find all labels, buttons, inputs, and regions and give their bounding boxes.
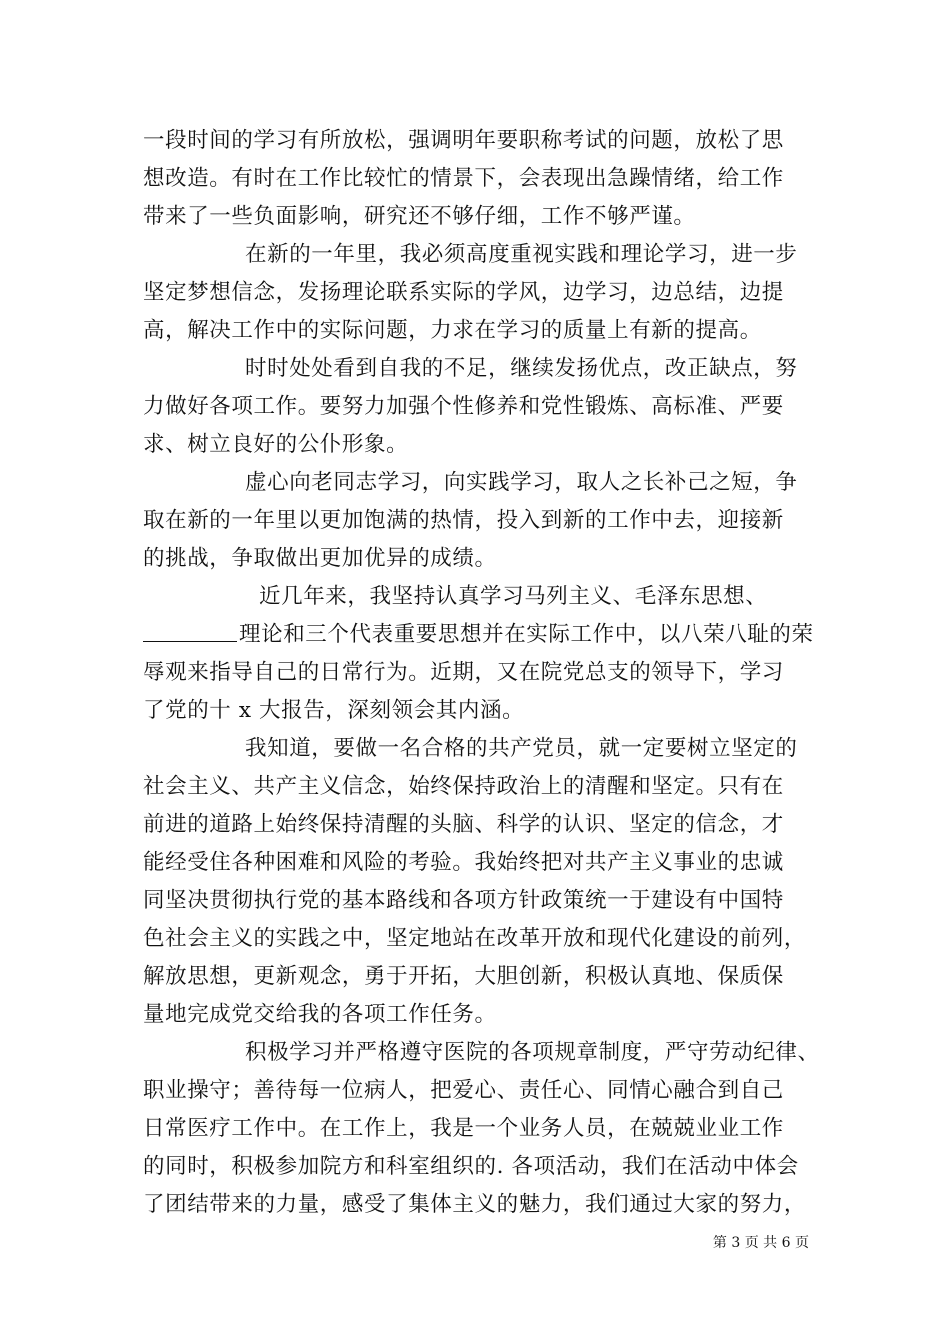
paragraph-start-line: 我知道，要做一名合格的共产党员，就一定要树立坚定的 xyxy=(245,736,798,761)
text-line: 能经受住各种困难和风险的考验。我始终把对共产主义事业的忠诚 xyxy=(143,850,784,875)
document-body xyxy=(143,122,820,1224)
text-line: 的同时，积极参加院方和科室组织的. 各项活动，我们在活动中体会 xyxy=(143,1154,799,1179)
text-line: 求、树立良好的公仆形象。 xyxy=(143,432,409,457)
text-line: 色社会主义的实践之中，坚定地站在改革开放和现代化建设的前列， xyxy=(143,926,807,951)
text-line: 日常医疗工作中。在工作上，我是一个业务人员，在兢兢业业工作 xyxy=(143,1116,784,1141)
text-line: 坚定梦想信念，发扬理论联系实际的学风，边学习，边总结，边提 xyxy=(143,280,784,305)
paragraph-start-line: 虚心向老同志学习，向实践学习，取人之长补己之短，争 xyxy=(245,470,798,495)
text-line: 职业操守；善待每一位病人，把爱心、责任心、同情心融合到自己 xyxy=(143,1078,784,1103)
text-line: 想改造。有时在工作比较忙的情景下，会表现出急躁情绪，给工作 xyxy=(143,166,784,191)
paragraph-start-line: 积极学习并严格遵守医院的各项规章制度，严守劳动纪律、 xyxy=(245,1040,820,1065)
fill-in-blank xyxy=(143,621,237,642)
text-line: 了团结带来的力量，感受了集体主义的魅力，我们通过大家的努力， xyxy=(143,1192,807,1217)
text-line-content: 理论和三个代表重要思想并在实际工作中，以八荣八耻的荣 xyxy=(239,622,814,647)
text-line: 带来了一些负面影响，研究还不够仔细，工作不够严谨。 xyxy=(143,204,696,229)
text-line: 高，解决工作中的实际问题，力求在学习的质量上有新的提高。 xyxy=(143,318,762,343)
paragraph-start-line: 时时处处看到自我的不足，继续发扬优点，改正缺点，努 xyxy=(245,356,798,381)
text-line: 力做好各项工作。要努力加强个性修养和党性锻炼、高标准、严要 xyxy=(143,394,784,419)
paragraph-start-line: 近几年来，我坚持认真学习马列主义、毛泽东思想、 xyxy=(259,584,768,609)
text-line: 同坚决贯彻执行党的基本路线和各项方针政策统一于建设有中国特 xyxy=(143,888,784,913)
text-line: 了党的十 x 大报告，深刻领会其内涵。 xyxy=(143,698,525,723)
page-number-footer: 第 3 页 共 6 页 xyxy=(712,1235,809,1251)
paragraph-start-line: 在新的一年里，我必须高度重视实践和理论学习，进一步 xyxy=(245,242,798,267)
text-line: 量地完成党交给我的各项工作任务。 xyxy=(143,1002,497,1027)
text-line: 一段时间的学习有所放松，强调明年要职称考试的问题，放松了思 xyxy=(143,128,784,153)
text-line: 社会主义、共产主义信念，始终保持政治上的清醒和坚定。只有在 xyxy=(143,774,784,799)
text-line-with-blank xyxy=(143,616,814,654)
text-line: 取在新的一年里以更加饱满的热情，投入到新的工作中去，迎接新 xyxy=(143,508,784,533)
text-line: 的挑战，争取做出更加优异的成绩。 xyxy=(143,546,497,571)
text-line: 前进的道路上始终保持清醒的头脑、科学的认识、坚定的信念，才 xyxy=(143,812,784,837)
text-line: 辱观来指导自己的日常行为。近期，又在院党总支的领导下，学习 xyxy=(143,660,784,685)
text-line: 解放思想，更新观念，勇于开拓，大胆创新，积极认真地、保质保 xyxy=(143,964,784,989)
